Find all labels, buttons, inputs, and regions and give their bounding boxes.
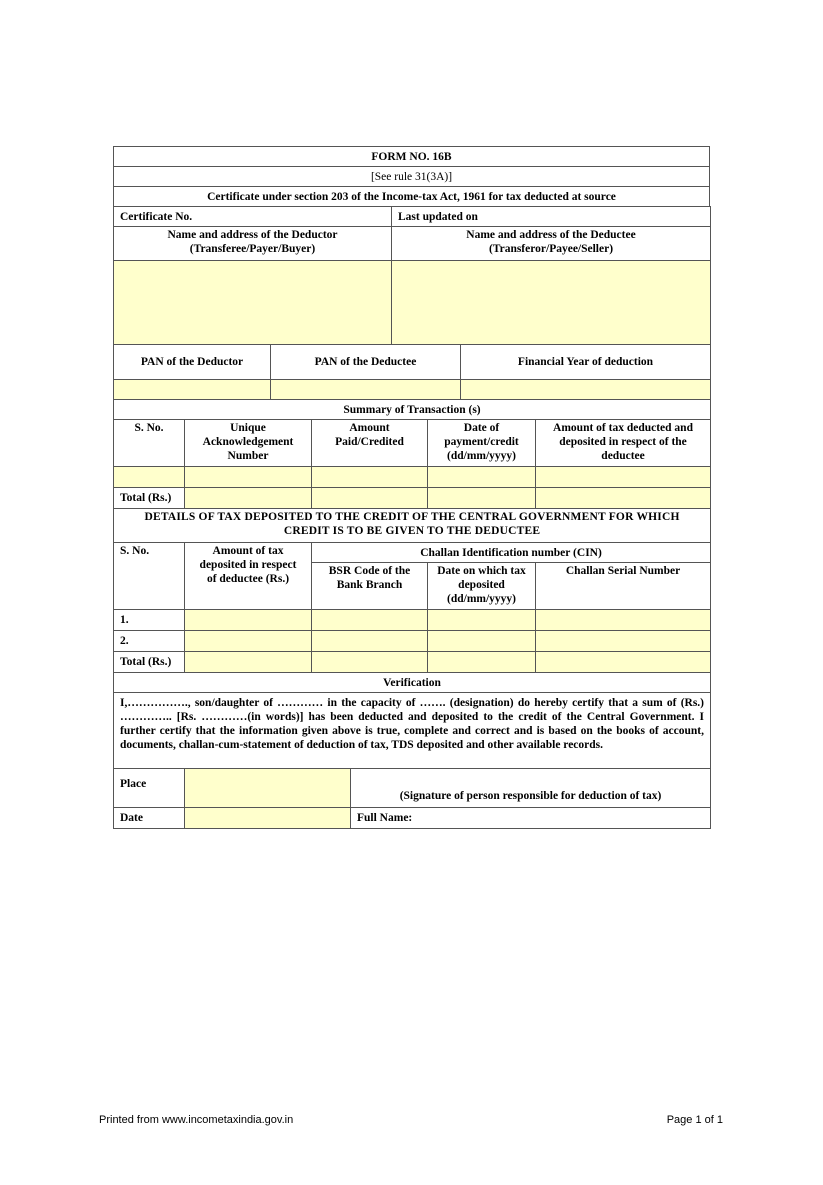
details-amount-header-line: Amount of tax	[212, 545, 284, 557]
details-row	[114, 610, 711, 631]
summary-tax-header-line: deposited in respect of the	[559, 436, 687, 448]
page-number-footer: Page 1 of 1	[666, 1114, 723, 1126]
summary-tax-field[interactable]	[536, 467, 711, 488]
bsr-code-header	[312, 563, 428, 610]
pan-table	[113, 344, 711, 400]
summary-amount-field[interactable]	[312, 467, 428, 488]
summary-row	[114, 467, 711, 488]
full-name-label: Full Name:	[351, 808, 711, 829]
summary-tax-header-line: Amount of tax deducted and	[553, 422, 693, 434]
summary-amount-header-line: Paid/Credited	[335, 436, 404, 448]
form-title: FORM NO. 16B	[114, 147, 710, 167]
summary-total-row	[114, 488, 711, 509]
last-updated-label: Last updated on	[392, 207, 711, 227]
deductor-name-label: Name and address of the Deductor	[167, 229, 338, 241]
verification-table	[113, 672, 711, 829]
challan-serial-header: Challan Serial Number	[536, 563, 711, 610]
bsr-code-header-line: Bank Branch	[336, 579, 403, 591]
deductee-address-field[interactable]	[392, 261, 711, 345]
summary-date-header-line: Date of	[463, 422, 500, 434]
details-bsr-field[interactable]	[312, 631, 428, 652]
summary-date-header	[428, 420, 536, 467]
summary-ack-header-line: Number	[227, 450, 269, 462]
details-serial-field[interactable]	[536, 631, 711, 652]
financial-year-label: Financial Year of deduction	[461, 345, 711, 380]
summary-ack-header-line: Acknowledgement	[202, 436, 294, 448]
pan-deductee-label: PAN of the Deductee	[271, 345, 461, 380]
details-amount-header-line: deposited in respect	[199, 559, 297, 571]
deductee-sub-label: (Transferor/Payee/Seller)	[488, 243, 614, 255]
summary-date-header-line: payment/credit	[444, 436, 519, 448]
details-total-amount-field[interactable]	[185, 652, 312, 673]
parties-table	[113, 206, 711, 345]
summary-sno-header: S. No.	[114, 420, 185, 467]
summary-total-label: Total (Rs.)	[114, 488, 185, 509]
summary-ack-header	[185, 420, 312, 467]
details-serial-field[interactable]	[536, 610, 711, 631]
summary-heading: Summary of Transaction (s)	[114, 400, 711, 420]
place-field[interactable]	[185, 769, 351, 808]
verification-heading: Verification	[114, 673, 711, 693]
details-total-label: Total (Rs.)	[114, 652, 185, 673]
deposit-date-header	[428, 563, 536, 610]
details-sno-header: S. No.	[114, 543, 185, 610]
header-table	[113, 146, 710, 207]
details-total-serial-field[interactable]	[536, 652, 711, 673]
summary-total-tax-field[interactable]	[536, 488, 711, 509]
summary-date-field[interactable]	[428, 467, 536, 488]
details-total-bsr-field[interactable]	[312, 652, 428, 673]
details-table	[113, 508, 711, 673]
printed-from-footer: Printed from www.incometaxindia.gov.in	[99, 1114, 294, 1126]
summary-table	[113, 399, 711, 509]
deposit-date-header-line: deposited	[458, 579, 505, 591]
deductee-name-label: Name and address of the Deductee	[466, 229, 636, 241]
details-amount-header-line: of deductee (Rs.)	[206, 573, 290, 585]
summary-total-ack-field[interactable]	[185, 488, 312, 509]
details-total-row	[114, 652, 711, 673]
date-label: Date	[114, 808, 185, 829]
summary-amount-header-line: Amount	[349, 422, 390, 434]
certificate-subtitle: Certificate under section 203 of the Income-tax Act, 1961 for tax deducted at source	[114, 187, 710, 207]
details-heading-line: CREDIT IS TO BE GIVEN TO THE DEDUCTEE	[283, 525, 541, 537]
details-bsr-field[interactable]	[312, 610, 428, 631]
place-label: Place	[114, 769, 185, 808]
summary-date-header-line: (dd/mm/yyyy)	[447, 450, 516, 462]
bsr-code-header-line: BSR Code of the	[328, 565, 411, 577]
deductee-heading	[392, 227, 711, 261]
summary-sno-field[interactable]	[114, 467, 185, 488]
signature-label: (Signature of person responsible for deduction of tax)	[351, 769, 711, 808]
summary-amount-header	[312, 420, 428, 467]
details-date-field[interactable]	[428, 610, 536, 631]
details-amount-header	[185, 543, 312, 610]
rule-reference: [See rule 31(3A)]	[114, 167, 710, 187]
financial-year-field[interactable]	[461, 380, 711, 400]
form-16b	[113, 146, 710, 829]
summary-ack-field[interactable]	[185, 467, 312, 488]
verification-text: I,……………., son/daughter of ………… in the capacity of ……. (designation) do hereby certify that a sum of (Rs.) ………….. [Rs. …………(in words)] has been deducted and deposited to the credit of the Central Government. I further certify that the information given above is true, complete and correct and is based on the books of account, documents, challan-cum-statement of deduction of tax, TDS deposited and other available records.	[114, 693, 711, 769]
summary-total-amount-field[interactable]	[312, 488, 428, 509]
pan-deductor-label: PAN of the Deductor	[114, 345, 271, 380]
pan-deductor-field[interactable]	[114, 380, 271, 400]
details-amount-field[interactable]	[185, 610, 312, 631]
summary-tax-header-line: deductee	[601, 450, 645, 462]
deductor-sub-label: (Transferee/Payer/Buyer)	[189, 243, 316, 255]
date-field[interactable]	[185, 808, 351, 829]
deposit-date-header-line: Date on which tax	[437, 565, 526, 577]
details-heading	[114, 509, 711, 543]
summary-ack-header-line: Unique	[230, 422, 266, 434]
certificate-no-label: Certificate No.	[114, 207, 392, 227]
summary-tax-header	[536, 420, 711, 467]
details-total-date-field[interactable]	[428, 652, 536, 673]
summary-total-date-field[interactable]	[428, 488, 536, 509]
deductor-address-field[interactable]	[114, 261, 392, 345]
details-row-number: 1.	[114, 610, 185, 631]
details-amount-field[interactable]	[185, 631, 312, 652]
details-date-field[interactable]	[428, 631, 536, 652]
pan-deductee-field[interactable]	[271, 380, 461, 400]
deductor-heading	[114, 227, 392, 261]
cin-header: Challan Identification number (CIN)	[312, 543, 711, 563]
details-row	[114, 631, 711, 652]
deposit-date-header-line: (dd/mm/yyyy)	[447, 593, 516, 605]
details-row-number: 2.	[114, 631, 185, 652]
details-heading-line: DETAILS OF TAX DEPOSITED TO THE CREDIT OF THE CENTRAL GOVERNMENT FOR WHICH	[144, 511, 680, 523]
